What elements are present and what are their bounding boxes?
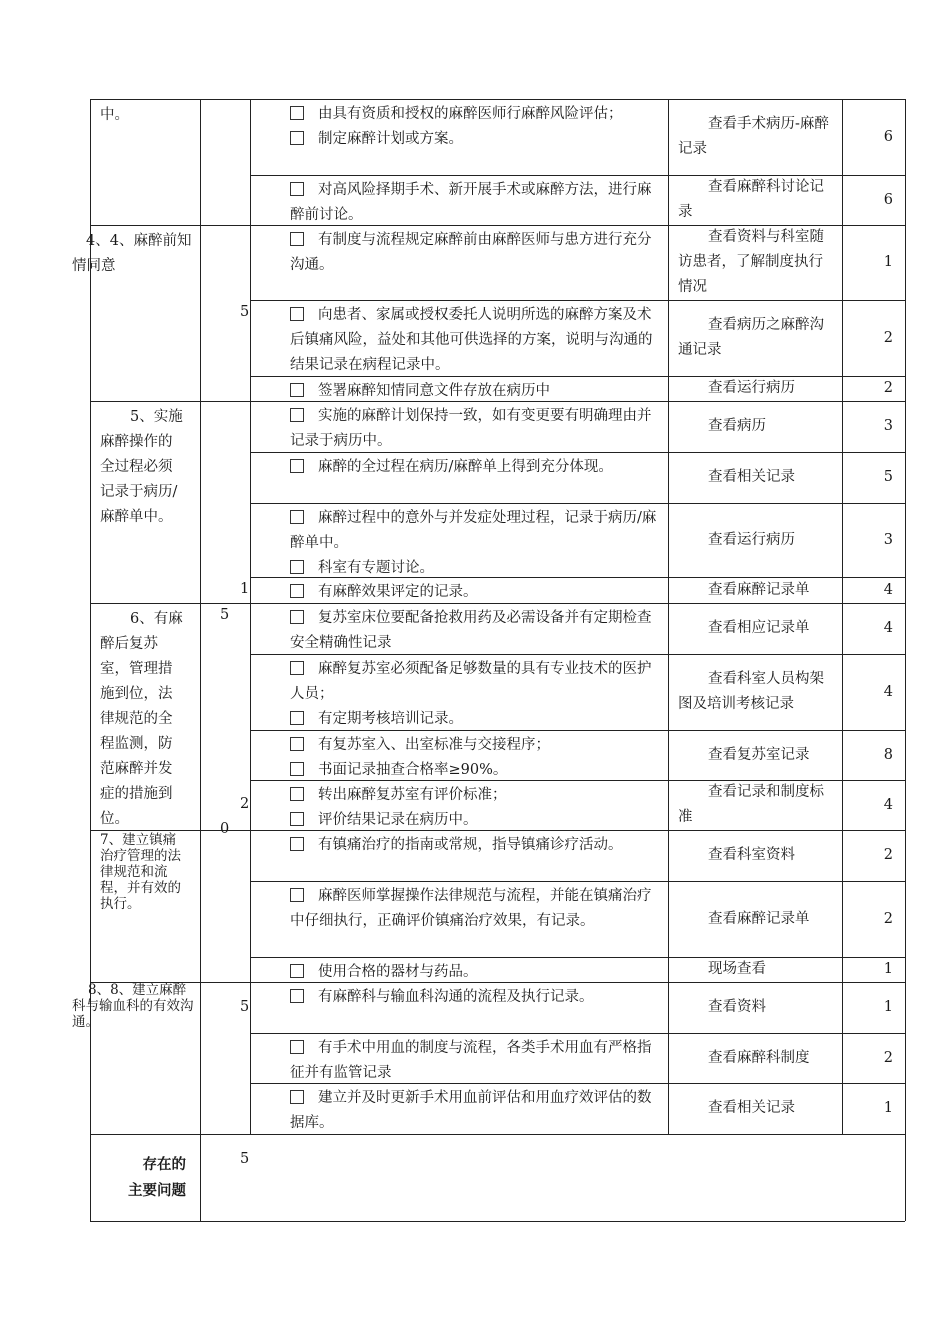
check-method-text: 查看麻醉科制度 bbox=[708, 1049, 810, 1066]
item-line bbox=[290, 506, 660, 556]
item-line-text: 对高风险择期手术、新开展手术或麻醉方法，进行麻醉前讨论。 bbox=[290, 182, 652, 223]
problems-label-line2: 主要问题 bbox=[128, 1182, 186, 1199]
item-text bbox=[250, 830, 668, 881]
category-text: 6、有麻醉后复苏室，管理措施到位，法律规范的全程监测，防范麻醉并发症的措施到位。 bbox=[100, 611, 183, 827]
item-line bbox=[290, 127, 660, 152]
category-cell bbox=[90, 99, 190, 225]
score-value: 8 bbox=[883, 746, 893, 763]
category-text: 4、4、麻醉前知情同意 bbox=[72, 233, 192, 274]
item-text bbox=[250, 99, 668, 175]
check-method bbox=[668, 300, 842, 376]
score bbox=[842, 982, 905, 1033]
item-line-text: 有手术中用血的制度与流程，各类手术用血有严格指征并有监管记录 bbox=[290, 1040, 652, 1081]
item-text bbox=[250, 503, 668, 577]
check-method-text: 查看记录和制度标准 bbox=[678, 784, 824, 825]
check-method bbox=[668, 730, 842, 780]
item-text bbox=[250, 1083, 668, 1134]
item-line-text: 由具有资质和授权的麻醉医师行麻醉风险评估； bbox=[318, 106, 623, 122]
checkbox-icon bbox=[290, 182, 304, 196]
weight-value: 5 bbox=[240, 999, 250, 1015]
checkbox-icon bbox=[290, 762, 304, 776]
item-line-text: 有定期考核培训记录。 bbox=[318, 711, 463, 727]
score bbox=[842, 730, 905, 780]
checkbox-icon bbox=[290, 964, 304, 978]
item-line-text: 麻醉复苏室必须配备足够数量的具有专业技术的医护人员； bbox=[290, 661, 652, 702]
item-line-text: 麻醉医师掌握操作法律规范与流程，并能在镇痛治疗中仔细执行，正确评价镇痛治疗效果，有记录。 bbox=[290, 888, 652, 929]
score-value: 1 bbox=[883, 961, 893, 977]
item-line bbox=[290, 606, 660, 656]
checkbox-icon bbox=[290, 131, 304, 145]
check-method-text: 查看相关记录 bbox=[708, 1100, 795, 1116]
check-method bbox=[668, 881, 842, 957]
item-line bbox=[290, 178, 660, 228]
checkbox-icon bbox=[290, 307, 304, 321]
score-value: 6 bbox=[883, 191, 893, 208]
item-line bbox=[290, 833, 660, 858]
item-line-text: 科室有专题讨论。 bbox=[318, 560, 434, 576]
category-cell bbox=[90, 401, 190, 603]
check-method bbox=[668, 175, 842, 225]
item-line-text: 制定麻醉计划或方案。 bbox=[318, 131, 463, 147]
item-line-text: 有制度与流程规定麻醉前由麻醉医师与患方进行充分沟通。 bbox=[290, 232, 652, 273]
category-cell bbox=[90, 603, 188, 830]
score-value: 1 bbox=[883, 999, 893, 1015]
checkbox-icon bbox=[290, 1090, 304, 1104]
item-line bbox=[290, 1036, 660, 1086]
category-text: 中。 bbox=[100, 107, 129, 123]
item-text bbox=[250, 881, 668, 957]
item-text bbox=[250, 1033, 668, 1083]
category-text: 7、建立镇痛治疗管理的法律规范和流程，并有效的执行。 bbox=[100, 832, 181, 912]
item-text bbox=[250, 982, 668, 1033]
check-method bbox=[668, 830, 842, 881]
item-line-text: 麻醉过程中的意外与并发症处理过程，记录于病历/麻醉单中。 bbox=[290, 510, 657, 551]
problems-label-line1: 存在的 bbox=[142, 1156, 186, 1173]
score-value: 4 bbox=[883, 796, 893, 813]
item-line-text: 有复苏室入、出室标准与交接程序； bbox=[318, 737, 550, 753]
score bbox=[842, 603, 905, 654]
item-text bbox=[250, 452, 668, 503]
checkbox-icon bbox=[290, 812, 304, 826]
check-method bbox=[668, 376, 842, 401]
check-method bbox=[668, 99, 842, 175]
item-line bbox=[290, 733, 660, 758]
check-method bbox=[668, 452, 842, 503]
item-text bbox=[250, 603, 668, 654]
item-line-text: 有麻醉效果评定的记录。 bbox=[318, 584, 478, 600]
score bbox=[842, 577, 905, 603]
check-method-text: 查看麻醉记录单 bbox=[708, 910, 810, 927]
item-line-text: 向患者、家属或授权委托人说明所选的麻醉方案及术后镇痛风险，益处和其他可供选择的方案，说明与沟通的结果记录在病程记录中。 bbox=[290, 307, 653, 373]
check-method-text: 查看病历之麻醉沟通记录 bbox=[678, 317, 824, 358]
item-text bbox=[250, 780, 668, 830]
check-method-text: 查看运行病历 bbox=[708, 531, 795, 548]
score-value: 2 bbox=[883, 380, 893, 396]
score-value: 4 bbox=[883, 620, 893, 636]
item-line bbox=[290, 102, 660, 127]
item-line bbox=[290, 884, 660, 934]
check-method-text: 查看麻醉记录单 bbox=[708, 581, 810, 598]
item-line bbox=[290, 303, 660, 378]
score-value: 1 bbox=[883, 254, 893, 270]
item-line bbox=[290, 707, 660, 732]
category-text: 8、8、建立麻醉科与输血科的有效沟通。 bbox=[72, 982, 194, 1030]
check-method bbox=[668, 982, 842, 1033]
category-cell bbox=[90, 830, 192, 982]
item-line-text: 实施的麻醉计划保持一致，如有变更要有明确理由并记录于病历中。 bbox=[290, 408, 652, 449]
check-method-text: 查看相应记录单 bbox=[708, 620, 810, 636]
checkbox-icon bbox=[290, 408, 304, 422]
item-line-text: 转出麻醉复苏室有评价标准； bbox=[318, 787, 507, 803]
checkbox-icon bbox=[290, 610, 304, 624]
checkbox-icon bbox=[290, 661, 304, 675]
score-value: 2 bbox=[883, 910, 893, 927]
weight-value: 5 bbox=[240, 304, 250, 320]
check-method-text: 查看手术病历-麻醉记录 bbox=[678, 116, 829, 157]
score bbox=[842, 780, 905, 830]
check-method-text: 查看麻醉科讨论记录 bbox=[678, 179, 824, 220]
item-line-text: 签署麻醉知情同意文件存放在病历中 bbox=[318, 383, 550, 399]
checkbox-icon bbox=[290, 737, 304, 751]
score bbox=[842, 175, 905, 225]
score-value: 1 bbox=[883, 1100, 893, 1116]
item-text bbox=[250, 401, 668, 452]
check-method bbox=[668, 957, 842, 982]
check-method-text: 查看复苏室记录 bbox=[708, 746, 810, 763]
score-value: 2 bbox=[883, 1049, 893, 1066]
item-line-text: 有镇痛治疗的指南或常规，指导镇痛诊疗活动。 bbox=[318, 837, 623, 853]
check-method bbox=[668, 401, 842, 452]
score bbox=[842, 1033, 905, 1083]
item-line bbox=[290, 657, 660, 707]
check-method bbox=[668, 654, 842, 730]
item-line bbox=[290, 228, 660, 278]
score bbox=[842, 957, 905, 982]
item-line bbox=[290, 1086, 660, 1136]
score bbox=[842, 654, 905, 730]
score bbox=[842, 881, 905, 957]
item-text bbox=[250, 577, 668, 603]
problems-label bbox=[90, 1152, 200, 1212]
checkbox-icon bbox=[290, 1040, 304, 1054]
weight-value: 0 bbox=[220, 821, 230, 837]
score-value: 2 bbox=[883, 329, 893, 346]
item-line bbox=[290, 783, 660, 808]
checkbox-icon bbox=[290, 510, 304, 524]
score bbox=[842, 401, 905, 452]
weight-value: 1 bbox=[240, 581, 250, 597]
score-value: 3 bbox=[883, 418, 893, 434]
score-value: 6 bbox=[883, 128, 893, 145]
check-method bbox=[668, 780, 842, 830]
item-text bbox=[250, 730, 668, 780]
item-text bbox=[250, 654, 668, 730]
check-method-text: 查看科室人员构架图及培训考核记录 bbox=[678, 671, 824, 712]
checkbox-icon bbox=[290, 106, 304, 120]
item-line-text: 麻醉的全过程在病历/麻醉单上得到充分体现。 bbox=[318, 459, 613, 475]
item-text bbox=[250, 300, 668, 376]
checkbox-icon bbox=[290, 888, 304, 902]
item-text bbox=[250, 376, 668, 401]
table-rule bbox=[200, 99, 250, 100]
check-method-text: 查看病历 bbox=[708, 418, 766, 434]
score bbox=[842, 1083, 905, 1134]
score-value: 5 bbox=[883, 469, 893, 485]
problems-content bbox=[200, 1134, 905, 1221]
item-line bbox=[290, 580, 660, 605]
check-method-text: 查看资料 bbox=[708, 999, 766, 1015]
category-cell bbox=[72, 982, 200, 1134]
item-text bbox=[250, 225, 668, 300]
check-method-text: 查看科室资料 bbox=[708, 847, 795, 863]
item-line-text: 建立并及时更新手术用血前评估和用血疗效评估的数据库。 bbox=[290, 1090, 652, 1131]
score-value: 2 bbox=[883, 847, 893, 863]
score bbox=[842, 300, 905, 376]
category-text: 5、实施麻醉操作的全过程必须记录于病历/麻醉单中。 bbox=[100, 409, 183, 525]
score-value: 4 bbox=[883, 581, 893, 598]
item-line bbox=[290, 985, 660, 1010]
category-cell bbox=[72, 225, 198, 401]
assessment-table bbox=[72, 99, 905, 1222]
table-rule bbox=[905, 99, 906, 1221]
score bbox=[842, 503, 905, 577]
checkbox-icon bbox=[290, 459, 304, 473]
check-method-text: 查看运行病历 bbox=[708, 380, 795, 396]
item-line-text: 有麻醉科与输血科沟通的流程及执行记录。 bbox=[318, 989, 594, 1005]
check-method-text: 查看资料与科室随访患者，了解制度执行情况 bbox=[678, 229, 824, 295]
item-line bbox=[290, 404, 660, 454]
checkbox-icon bbox=[290, 560, 304, 574]
score bbox=[842, 376, 905, 401]
item-line bbox=[290, 455, 660, 480]
check-method-text: 现场查看 bbox=[708, 961, 766, 977]
checkbox-icon bbox=[290, 383, 304, 397]
item-line-text: 复苏室床位要配备抢救用药及必需设备并有定期检查安全精确性记录 bbox=[290, 610, 652, 651]
item-text bbox=[250, 175, 668, 225]
checkbox-icon bbox=[290, 584, 304, 598]
weight-value: 5 bbox=[240, 1151, 250, 1167]
check-method-text: 查看相关记录 bbox=[708, 469, 795, 485]
checkbox-icon bbox=[290, 232, 304, 246]
score-value: 4 bbox=[883, 683, 893, 700]
checkbox-icon bbox=[290, 711, 304, 725]
checkbox-icon bbox=[290, 837, 304, 851]
check-method bbox=[668, 577, 842, 603]
weight-value: 2 bbox=[240, 796, 250, 812]
score bbox=[842, 830, 905, 881]
weight-value: 5 bbox=[220, 607, 230, 623]
score bbox=[842, 225, 905, 300]
score bbox=[842, 452, 905, 503]
table-rule bbox=[90, 1221, 905, 1222]
check-method bbox=[668, 225, 842, 300]
score-value: 3 bbox=[883, 531, 893, 548]
item-text bbox=[250, 957, 668, 982]
item-line-text: 使用合格的器材与药品。 bbox=[318, 964, 478, 980]
item-line-text: 书面记录抽查合格率≥90%。 bbox=[318, 762, 508, 778]
score bbox=[842, 99, 905, 175]
checkbox-icon bbox=[290, 989, 304, 1003]
check-method bbox=[668, 603, 842, 654]
checkbox-icon bbox=[290, 787, 304, 801]
check-method bbox=[668, 1033, 842, 1083]
check-method bbox=[668, 1083, 842, 1134]
item-line-text: 评价结果记录在病历中。 bbox=[318, 812, 478, 828]
check-method bbox=[668, 503, 842, 577]
table-rule bbox=[200, 99, 201, 1221]
